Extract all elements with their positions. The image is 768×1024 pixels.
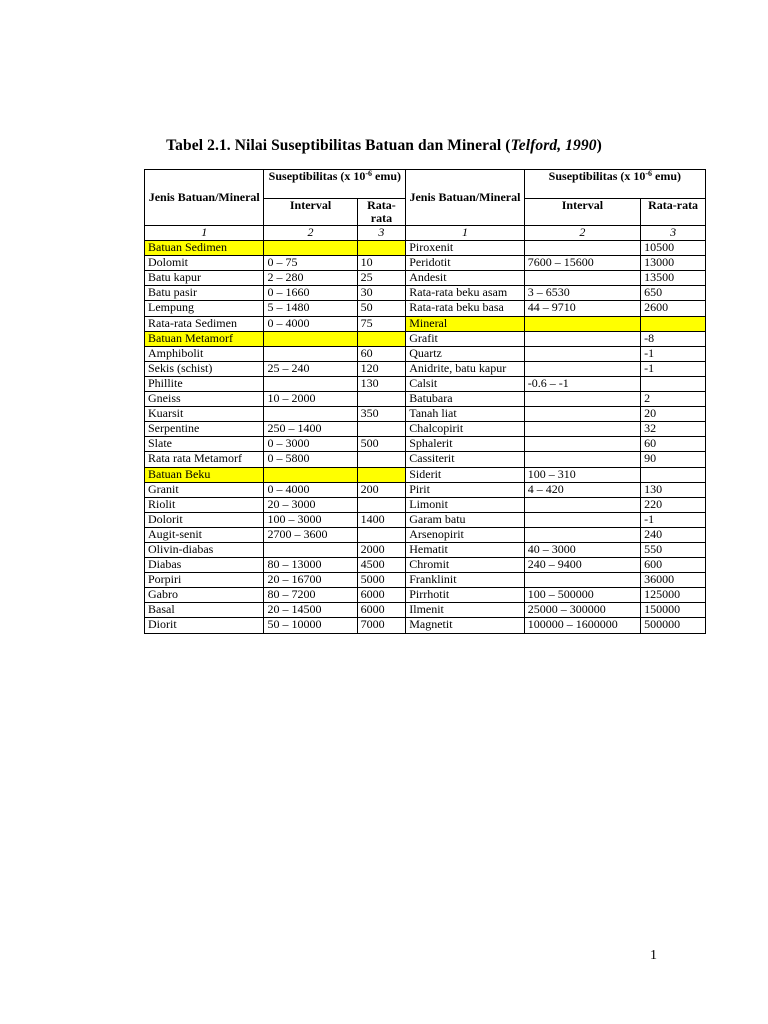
right-interval-cell (524, 422, 640, 437)
left-interval-cell: 80 – 7200 (264, 588, 357, 603)
table-row (145, 271, 706, 286)
left-type-cell: Diabas (145, 558, 264, 573)
right-average-cell: 60 (641, 437, 706, 452)
right-interval-cell (524, 573, 640, 588)
left-interval-cell: 0 – 1660 (264, 286, 357, 301)
table-row (145, 286, 706, 301)
caption-suffix: ) (596, 137, 602, 154)
left-interval-cell: 50 – 10000 (264, 618, 357, 633)
right-type-cell: Siderit (406, 467, 524, 482)
left-interval-cell (264, 407, 357, 422)
table-body (145, 241, 706, 633)
table-row (145, 376, 706, 391)
caption-text: Tabel 2.1. Nilai Suseptibilitas Batuan dan Mineral ( (166, 137, 511, 154)
right-type-cell: Piroxenit (406, 241, 524, 256)
right-interval-cell: 40 – 3000 (524, 542, 640, 557)
right-type-cell: Quartz (406, 346, 524, 361)
right-type-cell: Peridotit (406, 256, 524, 271)
right-average-cell: 150000 (641, 603, 706, 618)
table-row (145, 407, 706, 422)
column-number: 1 (145, 226, 264, 241)
left-interval-cell (264, 241, 357, 256)
table-row (145, 346, 706, 361)
right-average-cell: 32 (641, 422, 706, 437)
right-interval-cell (524, 271, 640, 286)
right-type-cell: Hematit (406, 542, 524, 557)
table-row (145, 301, 706, 316)
right-interval-cell (524, 331, 640, 346)
column-number: 3 (641, 226, 706, 241)
right-interval-cell (524, 407, 640, 422)
left-type-cell: Batu pasir (145, 286, 264, 301)
right-average-cell: 90 (641, 452, 706, 467)
table-row (145, 527, 706, 542)
left-type-cell: Kuarsit (145, 407, 264, 422)
left-interval-cell (264, 376, 357, 391)
right-type-header: Jenis Batuan/Mineral (406, 170, 524, 226)
left-average-cell: 4500 (357, 558, 406, 573)
right-average-cell (641, 316, 706, 331)
right-type-cell: Ilmenit (406, 603, 524, 618)
left-average-cell: 50 (357, 301, 406, 316)
table-row (145, 588, 706, 603)
right-average-cell: 550 (641, 542, 706, 557)
left-average-cell (357, 331, 406, 346)
right-interval-cell (524, 497, 640, 512)
table-row (145, 331, 706, 346)
left-type-cell: Riolit (145, 497, 264, 512)
left-average-cell: 200 (357, 482, 406, 497)
right-average-cell (641, 467, 706, 482)
right-average-cell (641, 376, 706, 391)
table-row (145, 392, 706, 407)
right-interval-cell (524, 241, 640, 256)
caption-citation: Telford, 1990 (510, 137, 597, 154)
left-average-cell: 500 (357, 437, 406, 452)
table-row (145, 361, 706, 376)
left-interval-cell: 2700 – 3600 (264, 527, 357, 542)
table-row (145, 422, 706, 437)
right-type-cell: Cassiterit (406, 452, 524, 467)
table-row (145, 497, 706, 512)
column-number: 2 (264, 226, 357, 241)
left-interval-cell (264, 467, 357, 482)
left-average-cell: 6000 (357, 588, 406, 603)
right-average-cell: 650 (641, 286, 706, 301)
left-interval-cell: 100 – 3000 (264, 512, 357, 527)
column-number-row (145, 226, 706, 241)
left-interval-cell: 20 – 3000 (264, 497, 357, 512)
left-interval-cell: 0 – 4000 (264, 316, 357, 331)
table-row (145, 573, 706, 588)
left-interval-cell: 0 – 75 (264, 256, 357, 271)
left-interval-cell (264, 346, 357, 361)
right-average-cell: 2600 (641, 301, 706, 316)
left-type-cell: Granit (145, 482, 264, 497)
right-average-cell: 240 (641, 527, 706, 542)
column-number: 3 (357, 226, 406, 241)
right-type-cell: Tanah liat (406, 407, 524, 422)
right-type-cell: Limonit (406, 497, 524, 512)
left-average-cell (357, 392, 406, 407)
right-interval-cell (524, 437, 640, 452)
table-row (145, 542, 706, 557)
column-number: 2 (524, 226, 640, 241)
left-interval-cell: 20 – 16700 (264, 573, 357, 588)
left-average-cell: 75 (357, 316, 406, 331)
left-interval-cell: 0 – 3000 (264, 437, 357, 452)
right-interval-cell (524, 346, 640, 361)
right-type-cell: Anidrite, batu kapur (406, 361, 524, 376)
left-average-cell: 30 (357, 286, 406, 301)
left-type-cell: Amphibolit (145, 346, 264, 361)
left-type-cell: Dolomit (145, 256, 264, 271)
left-type-cell: Phillite (145, 376, 264, 391)
table-row (145, 558, 706, 573)
left-average-cell: 130 (357, 376, 406, 391)
left-average-cell (357, 452, 406, 467)
right-interval-cell: 240 – 9400 (524, 558, 640, 573)
right-average-cell: -1 (641, 512, 706, 527)
table-row (145, 603, 706, 618)
left-average-cell (357, 241, 406, 256)
right-type-cell: Magnetit (406, 618, 524, 633)
left-type-cell: Lempung (145, 301, 264, 316)
right-interval-cell: -0.6 – -1 (524, 376, 640, 391)
left-average-cell: 2000 (357, 542, 406, 557)
right-interval-header: Interval (524, 199, 640, 226)
right-average-cell: 2 (641, 392, 706, 407)
left-interval-header: Interval (264, 199, 357, 226)
right-average-cell: 10500 (641, 241, 706, 256)
left-type-cell: Batuan Beku (145, 467, 264, 482)
table-row (145, 618, 706, 633)
left-susceptibility-header: Suseptibilitas (x $10^{-6}$ emu) (264, 170, 406, 199)
table-row (145, 452, 706, 467)
right-type-cell: Mineral (406, 316, 524, 331)
left-interval-cell: 2 – 280 (264, 271, 357, 286)
right-average-header: Rata-rata (641, 199, 706, 226)
right-type-cell: Grafit (406, 331, 524, 346)
right-type-cell: Pirit (406, 482, 524, 497)
right-type-cell: Andesit (406, 271, 524, 286)
right-type-cell: Rata-rata beku asam (406, 286, 524, 301)
right-interval-cell (524, 392, 640, 407)
left-interval-cell (264, 542, 357, 557)
right-interval-cell: 100 – 310 (524, 467, 640, 482)
right-interval-cell: 25000 – 300000 (524, 603, 640, 618)
right-interval-cell: 44 – 9710 (524, 301, 640, 316)
right-average-cell: 20 (641, 407, 706, 422)
right-average-cell: -1 (641, 361, 706, 376)
right-type-cell: Calsit (406, 376, 524, 391)
right-average-cell: 13000 (641, 256, 706, 271)
susceptibility-table (144, 169, 706, 634)
column-number: 1 (406, 226, 524, 241)
left-average-cell: 60 (357, 346, 406, 361)
left-interval-cell: 25 – 240 (264, 361, 357, 376)
left-average-cell: 5000 (357, 573, 406, 588)
right-type-cell: Sphalerit (406, 437, 524, 452)
right-average-cell: 130 (641, 482, 706, 497)
right-interval-cell: 7600 – 15600 (524, 256, 640, 271)
table-row (145, 241, 706, 256)
left-interval-cell: 5 – 1480 (264, 301, 357, 316)
right-type-cell: Pirrhotit (406, 588, 524, 603)
right-type-cell: Chromit (406, 558, 524, 573)
right-average-cell: 600 (641, 558, 706, 573)
right-average-cell: 125000 (641, 588, 706, 603)
left-type-cell: Dolorit (145, 512, 264, 527)
left-type-cell: Diorit (145, 618, 264, 633)
right-interval-cell (524, 316, 640, 331)
right-type-cell: Franklinit (406, 573, 524, 588)
left-type-header: Jenis Batuan/Mineral (145, 170, 264, 226)
left-interval-cell: 0 – 4000 (264, 482, 357, 497)
right-average-cell: -1 (641, 346, 706, 361)
left-interval-cell: 250 – 1400 (264, 422, 357, 437)
right-interval-cell: 3 – 6530 (524, 286, 640, 301)
left-interval-cell: 80 – 13000 (264, 558, 357, 573)
left-average-cell: 10 (357, 256, 406, 271)
left-average-cell (357, 497, 406, 512)
table-row (145, 467, 706, 482)
left-type-cell: Batuan Sedimen (145, 241, 264, 256)
left-average-cell: 120 (357, 361, 406, 376)
left-interval-cell: 20 – 14500 (264, 603, 357, 618)
left-type-cell: Sekis (schist) (145, 361, 264, 376)
header-row-1 (145, 170, 706, 199)
table-row (145, 437, 706, 452)
left-type-cell: Porpiri (145, 573, 264, 588)
right-interval-cell (524, 361, 640, 376)
left-average-cell (357, 527, 406, 542)
table-caption (0, 137, 768, 155)
table-row (145, 482, 706, 497)
left-interval-cell: 0 – 5800 (264, 452, 357, 467)
right-average-cell: 220 (641, 497, 706, 512)
left-type-cell: Rata-rata Sedimen (145, 316, 264, 331)
right-type-cell: Rata-rata beku basa (406, 301, 524, 316)
right-interval-cell (524, 512, 640, 527)
left-average-cell: 7000 (357, 618, 406, 633)
right-average-cell: 13500 (641, 271, 706, 286)
left-type-cell: Basal (145, 603, 264, 618)
right-interval-cell (524, 452, 640, 467)
left-interval-cell: 10 – 2000 (264, 392, 357, 407)
right-type-cell: Arsenopirit (406, 527, 524, 542)
left-average-cell: 1400 (357, 512, 406, 527)
left-type-cell: Batu kapur (145, 271, 264, 286)
right-average-cell: 500000 (641, 618, 706, 633)
left-average-cell: 25 (357, 271, 406, 286)
table-row (145, 316, 706, 331)
right-average-cell: 36000 (641, 573, 706, 588)
right-interval-cell: 100 – 500000 (524, 588, 640, 603)
left-average-cell (357, 467, 406, 482)
left-type-cell: Augit-senit (145, 527, 264, 542)
right-interval-cell: 100000 – 1600000 (524, 618, 640, 633)
left-interval-cell (264, 331, 357, 346)
right-interval-cell: 4 – 420 (524, 482, 640, 497)
right-susceptibility-header: Suseptibilitas (x $10^{-6}$ emu) (524, 170, 705, 199)
left-type-cell: Olivin-diabas (145, 542, 264, 557)
left-type-cell: Batuan Metamorf (145, 331, 264, 346)
right-average-cell: -8 (641, 331, 706, 346)
page-number: 1 (650, 948, 657, 963)
right-type-cell: Chalcopirit (406, 422, 524, 437)
left-average-cell: 350 (357, 407, 406, 422)
left-type-cell: Serpentine (145, 422, 264, 437)
right-type-cell: Garam batu (406, 512, 524, 527)
left-type-cell: Gabro (145, 588, 264, 603)
table-row (145, 512, 706, 527)
right-type-cell: Batubara (406, 392, 524, 407)
left-type-cell: Slate (145, 437, 264, 452)
left-type-cell: Gneiss (145, 392, 264, 407)
left-average-header: Rata-rata (357, 199, 406, 226)
left-average-cell: 6000 (357, 603, 406, 618)
left-average-cell (357, 422, 406, 437)
left-type-cell: Rata rata Metamorf (145, 452, 264, 467)
right-interval-cell (524, 527, 640, 542)
table-row (145, 256, 706, 271)
